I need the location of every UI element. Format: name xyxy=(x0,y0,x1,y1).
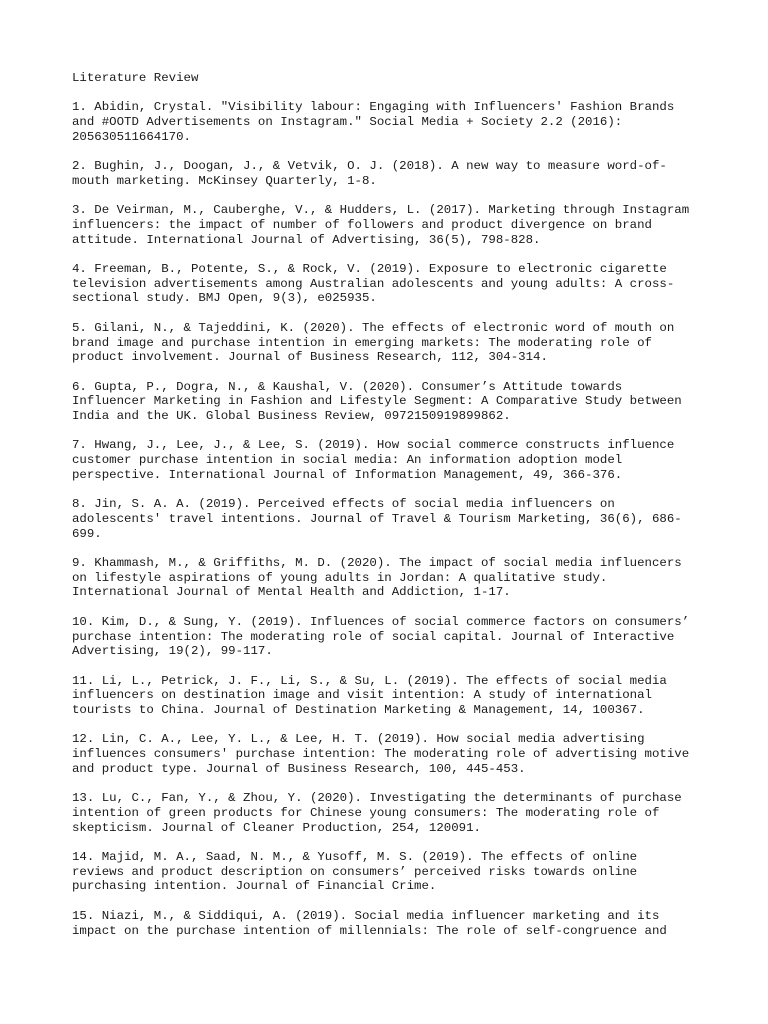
reference-entry xyxy=(72,850,732,894)
reference-line: International Journal of Mental Health and Addiction, 1-17. xyxy=(72,585,511,600)
reference-line: influencers on destination image and visit intention: A study of international xyxy=(72,688,652,703)
reference-line: impact on the purchase intention of millennials: The role of self-congruence and xyxy=(72,923,667,938)
reference-list xyxy=(72,100,732,938)
reference-line: customer purchase intention in social media: An information adoption model xyxy=(72,453,623,468)
reference-line: 11. Li, L., Petrick, J. F., Li, S., & Su, L. (2019). The effects of social media xyxy=(72,673,667,688)
reference-entry xyxy=(72,203,732,247)
reference-line: India and the UK. Global Business Review, 0972150919899862. xyxy=(72,409,511,424)
reference-line: 5. Gilani, N., & Tajeddini, K. (2020). The effects of electronic word of mouth on xyxy=(72,320,675,335)
reference-line: 14. Majid, M. A., Saad, N. M., & Yusoff, M. S. (2019). The effects of online xyxy=(72,850,638,865)
reference-line: mouth marketing. McKinsey Quarterly, 1-8. xyxy=(72,173,377,188)
reference-line: on lifestyle aspirations of young adults in Jordan: A qualitative study. xyxy=(72,570,608,585)
reference-line: brand image and purchase intention in emerging markets: The moderating role of xyxy=(72,335,652,350)
reference-line: 13. Lu, C., Fan, Y., & Zhou, Y. (2020). Investigating the determinants of purchase xyxy=(72,791,682,806)
reference-entry xyxy=(72,497,732,541)
reference-entry xyxy=(72,159,732,188)
reference-line: 7. Hwang, J., Lee, J., & Lee, S. (2019). How social commerce constructs influence xyxy=(72,438,675,453)
reference-line: reviews and product description on consumers’ perceived risks towards online xyxy=(72,864,638,879)
document-title: Literature Review xyxy=(72,71,199,85)
reference-entry xyxy=(72,438,732,482)
reference-entry xyxy=(72,100,732,144)
reference-line: 10. Kim, D., & Sung, Y. (2019). Influences of social commerce factors on consumers’ xyxy=(72,614,690,629)
reference-entry xyxy=(72,615,732,659)
reference-entry xyxy=(72,262,732,306)
reference-entry xyxy=(72,732,732,776)
reference-line: purchasing intention. Journal of Financial Crime. xyxy=(72,879,437,894)
reference-line: 3. De Veirman, M., Cauberghe, V., & Hudders, L. (2017). Marketing through Instagram xyxy=(72,203,690,218)
reference-line: 15. Niazi, M., & Siddiqui, A. (2019). Social media influencer marketing and its xyxy=(72,908,660,923)
reference-line: purchase intention: The moderating role of social capital. Journal of Interactive xyxy=(72,629,675,644)
reference-entry xyxy=(72,380,732,424)
reference-line: 699. xyxy=(72,526,102,541)
reference-line: 9. Khammash, M., & Griffiths, M. D. (2020). The impact of social media influencers xyxy=(72,556,682,571)
reference-line: 205630511664170. xyxy=(72,129,191,144)
reference-line: perspective. International Journal of Information Management, 49, 366-376. xyxy=(72,467,623,482)
reference-line: attitude. International Journal of Advertising, 36(5), 798-828. xyxy=(72,232,541,247)
reference-line: television advertisements among Australian adolescents and young adults: A cross- xyxy=(72,276,675,291)
reference-entry xyxy=(72,791,732,835)
reference-line: 1. Abidin, Crystal. "Visibility labour: Engaging with Influencers' Fashion Brands xyxy=(72,100,675,115)
reference-line: 6. Gupta, P., Dogra, N., & Kaushal, V. (2020). Consumer’s Attitude towards xyxy=(72,379,623,394)
reference-line: and product type. Journal of Business Research, 100, 445-453. xyxy=(72,761,526,776)
reference-line: tourists to China. Journal of Destination Marketing & Management, 14, 100367. xyxy=(72,703,645,718)
reference-line: 4. Freeman, B., Potente, S., & Rock, V. (2019). Exposure to electronic cigarette xyxy=(72,262,667,277)
reference-line: Influencer Marketing in Fashion and Lifestyle Segment: A Comparative Study between xyxy=(72,394,682,409)
reference-entry xyxy=(72,674,732,718)
reference-line: 12. Lin, C. A., Lee, Y. L., & Lee, H. T. (2019). How social media advertising xyxy=(72,732,645,747)
reference-line: 2. Bughin, J., Doogan, J., & Vetvik, O. J. (2018). A new way to measure word-of- xyxy=(72,159,667,174)
reference-line: skepticism. Journal of Cleaner Production, 254, 120091. xyxy=(72,820,481,835)
reference-line: influences consumers' purchase intention: The moderating role of advertising motive xyxy=(72,747,690,762)
reference-entry xyxy=(72,556,732,600)
reference-line: product involvement. Journal of Business Research, 112, 304-314. xyxy=(72,350,548,365)
reference-line: influencers: the impact of number of followers and product divergence on brand xyxy=(72,217,652,232)
reference-line: and #OOTD Advertisements on Instagram." Social Media + Society 2.2 (2016): xyxy=(72,115,623,130)
reference-line: sectional study. BMJ Open, 9(3), e025935. xyxy=(72,291,377,306)
reference-entry xyxy=(72,909,732,938)
reference-line: 8. Jin, S. A. A. (2019). Perceived effects of social media influencers on xyxy=(72,497,615,512)
reference-line: intention of green products for Chinese young consumers: The moderating role of xyxy=(72,805,660,820)
reference-line: Advertising, 19(2), 99-117. xyxy=(72,644,273,659)
document-page xyxy=(72,71,732,953)
reference-entry xyxy=(72,321,732,365)
reference-line: adolescents' travel intentions. Journal of Travel & Tourism Marketing, 36(6), 686- xyxy=(72,511,682,526)
